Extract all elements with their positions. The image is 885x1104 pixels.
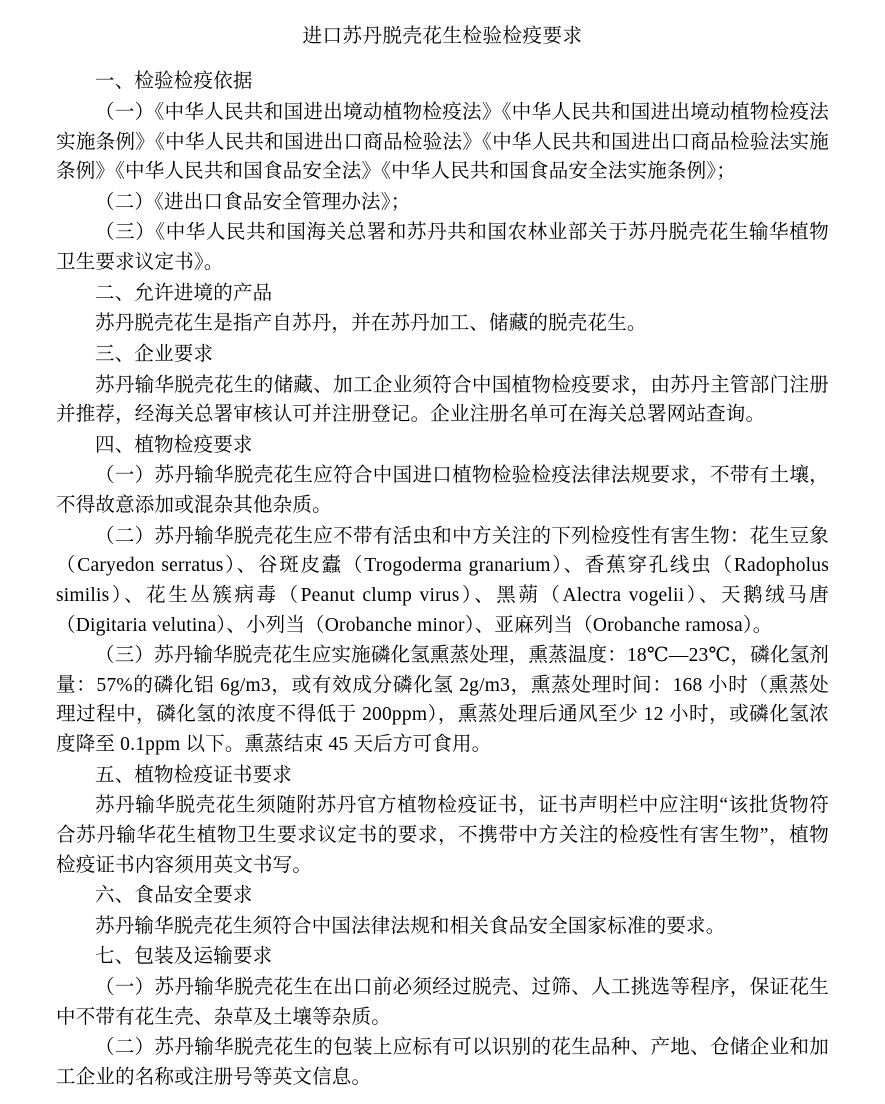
paragraph-9: 苏丹输华脱壳花生须随附苏丹官方植物检疫证书，证书声明栏中应注明“该批货物符合苏丹输华花生植物卫生要求议定书的要求，不携带中方关注的检疫性有害生物”，植物检疫证书内容须用英文书写。: [56, 795, 829, 876]
heading-paragraph-7: 七、包装及运输要求: [95, 946, 273, 968]
paragraph-4: 苏丹脱壳花生是指产自苏丹，并在苏丹加工、储藏的脱壳花生。: [95, 313, 647, 335]
paragraph-6: （一）苏丹输华脱壳花生应符合中国进口植物检验检疫法律法规要求，不带有土壤，不得故意添加或混杂其他杂质。: [56, 465, 829, 516]
paragraph-10: 苏丹输华脱壳花生须符合中国法律法规和相关食品安全国家标准的要求。: [95, 915, 726, 937]
paragraph-3: （三）《中华人民共和国海关总署和苏丹共和国农林业部关于苏丹脱壳花生输华植物卫生要求议定书》。: [56, 222, 829, 273]
paragraph-7: （二）苏丹输华脱壳花生应不带有活虫和中方关注的下列检疫性有害生物：花生豆象（Caryedon serratus）、谷斑皮蠹（Trogoderma granarium）、香蕉穿孔线虫（Radopholus similis）、花生丛簇病毒（Peanut clump virus）、黑蒴（Alectra vogelii）、天鹅绒马唐（Digitaria velutina）、小列当（Orobanche minor）、亚麻列当（Orobanche ramosa）。: [56, 525, 829, 636]
document-body: [56, 67, 829, 1092]
heading-paragraph-5: 五、植物检疫证书要求: [95, 764, 293, 786]
paragraph-5: 苏丹输华脱壳花生的储藏、加工企业须符合中国植物检疫要求，由苏丹主管部门注册并推荐，经海关总署审核认可并注册登记。企业注册名单可在海关总署网站查询。: [56, 374, 829, 426]
paragraph-2: （二）《进出口食品安全管理办法》；: [95, 191, 411, 213]
paragraph-11: （一）苏丹输华脱壳花生在出口前必须经过脱壳、过筛、人工挑选等程序，保证花生中不带有花生壳、杂草及土壤等杂质。: [56, 977, 829, 1028]
heading-paragraph-3: 三、企业要求: [95, 343, 214, 365]
heading-paragraph-4: 四、植物检疫要求: [95, 434, 253, 456]
heading-paragraph-6: 六、食品安全要求: [95, 885, 253, 907]
paragraph-1: （一）《中华人民共和国进出境动植物检疫法》《中华人民共和国进出境动植物检疫法实施条例》《中华人民共和国进出口商品检验法》《中华人民共和国进出口商品检验法实施条例》《中华人民共和国食品安全法》《中华人民共和国食品安全法实施条例》；: [56, 101, 829, 183]
heading-paragraph-2: 二、允许进境的产品: [95, 282, 273, 304]
heading-paragraph-1: 一、检验检疫依据: [95, 71, 253, 93]
paragraph-8: （三）苏丹输华脱壳花生应实施磷化氢熏蒸处理，熏蒸温度：18℃—23℃，磷化氢剂量：57%的磷化铝 6g/m3，或有效成分磷化氢 2g/m3，熏蒸处理时间：168 小时（熏蒸处理过程中，磷化氢的浓度不得低于 200ppm），熏蒸处理后通风至少 12 小时，或磷化氢浓度降至 0.1ppm 以下。熏蒸结束 45 天后方可食用。: [56, 645, 829, 755]
paragraph-12: （二）苏丹输华脱壳花生的包装上应标有可以识别的花生品种、产地、仓储企业和加工企业的名称或注册号等英文信息。: [56, 1037, 829, 1088]
page-title: 进口苏丹脱壳花生检验检疫要求: [302, 26, 583, 47]
